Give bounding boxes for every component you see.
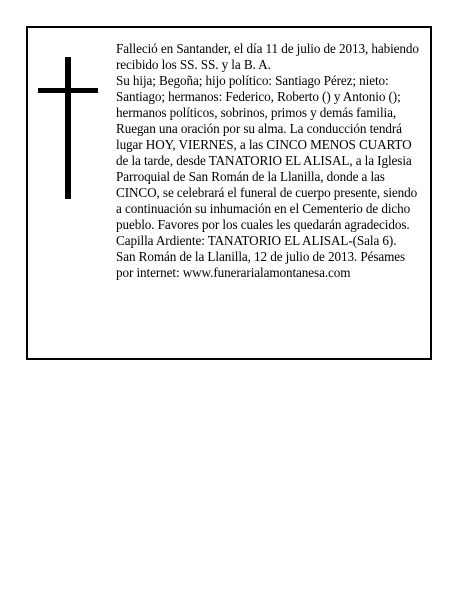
funeral-details: Ruegan una oración por su alma. La conducción tendrá lugar HOY, VIERNES, a las CINCO MENOS CUARTO de la tarde, desde TANATORIO EL ALISAL, a la Iglesia Parroquial de San Román de la Llanilla, donde a las CINCO, se celebrará el funeral de cuerpo presente, siendo a continuación su inhumación en el Cementerio de dicho pueblo. Favores por los cuales les quedarán agradecidos. Capilla Ardiente: TANATORIO EL ALISAL-(Sala 6). [116,121,418,248]
cross-vertical-bar [65,57,71,199]
death-announcement: Falleció en Santander, el día 11 de julio de 2013, habiendo recibido los SS. SS. y la B. A. [116,41,419,72]
notice-text [116,41,424,281]
place-date-condolences: San Román de la Llanilla, 12 de julio de 2013. Pésames por internet: www.funerarialamontanesa.com [116,249,406,280]
family-list: Su hija; Begoña; hijo político: Santiago Pérez; nieto: Santiago; hermanos: Federico, Roberto () y Antonio (); hermanos políticos, sobrinos, primos y demás familia, [116,73,401,120]
cross-horizontal-bar [38,88,98,93]
cross-icon [38,57,98,199]
obituary-notice [26,26,432,360]
